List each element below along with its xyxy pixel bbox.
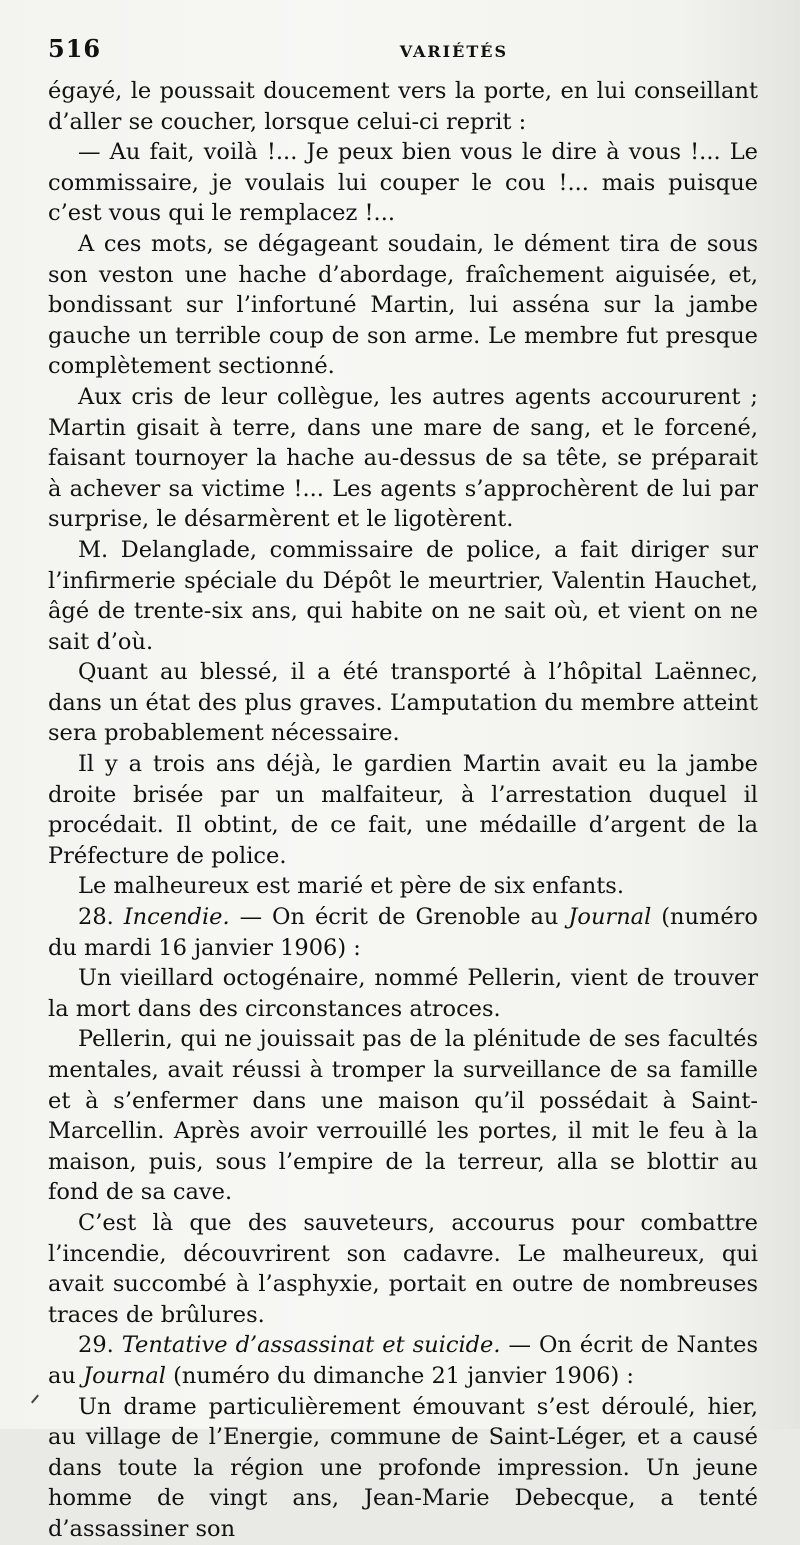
body-text: [48, 76, 758, 1545]
section-intro-after: (numéro du mardi 16 janvier 1906) :: [48, 904, 758, 961]
section-heading-29: [48, 1330, 758, 1391]
paragraph: Il y a trois ans déjà, le gardien Martin avait eu la jambe droite brisée par un malfaiteur, à l’arrestation duquel il procédait. Il obtint, de ce fait, une médaille d’argent de la Préfecture de police.: [48, 751, 758, 869]
paragraph: A ces mots, se dégageant soudain, le dément tira de sous son veston une hache d’abordage, fraîchement aiguisée, et, bondissant sur l’infortuné Martin, lui asséna sur la jambe gauche un terrible coup de son arme. Le membre fut presque complètement sectionné.: [48, 230, 758, 380]
section-number: 28.: [78, 904, 114, 931]
paragraph: Quant au blessé, il a été transporté à l’hôpital Laënnec, dans un état des plus graves. L’amputation du membre atteint sera probablement nécessaire.: [48, 659, 758, 747]
paragraph: Pellerin, qui ne jouissait pas de la plénitude de ses facultés mentales, avait réussi à tromper la surveillance de sa famille et à s’enfermer dans une maison qu’il possédait à Saint-Marcellin. Après avoir verrouillé les portes, il mit le feu à la maison, puis, sous l’empire de la terreur, alla se blottir au fond de sa cave.: [48, 1026, 758, 1206]
section-title: Tentative d’assassinat et suicide.: [121, 1332, 501, 1359]
journal-name: Journal: [83, 1362, 166, 1389]
paragraph: M. Delanglade, commissaire de police, a fait diriger sur l’infirmerie spéciale du Dépôt le meurtrier, Valentin Hauchet, âgé de trente-six ans, qui habite on ne sait où, et vient on ne sait d’où.: [48, 536, 758, 655]
paragraph: Aux cris de leur collègue, les autres agents accoururent ; Martin gisait à terre, dans une mare de sang, et le forcené, faisant tournoyer la hache au-dessus de sa tête, se préparait à achever sa victime !... Les agents s’approchèrent de lui par surprise, le désarmèrent et le ligotèrent.: [48, 383, 758, 533]
ink-mark: [31, 1395, 39, 1404]
section-intro-after: (numéro du dimanche 21 janvier 1906) :: [165, 1362, 635, 1389]
journal-name: Journal: [568, 904, 652, 931]
paragraph: Un vieillard octogénaire, nommé Pellerin, vient de trouver la mort dans des circonstances atroces.: [48, 965, 758, 1022]
section-number: 29.: [78, 1332, 114, 1359]
section-title: Incendie.: [123, 904, 230, 931]
section-intro-before: — On écrit de Nantes au: [48, 1332, 759, 1389]
paragraph: égayé, le poussait doucement vers la porte, en lui conseillant d’aller se coucher, lorsque celui-ci reprit :: [48, 78, 758, 135]
section-heading-28: [48, 902, 758, 963]
paragraph: C’est là que des sauveteurs, accourus pour combattre l’incendie, découvrirent son cadavre. Le malheureux, qui avait succombé à l’asphyxie, portait en outre de nombreuses traces de brûlures.: [48, 1209, 758, 1328]
running-title: VARIÉTÉS: [399, 42, 508, 61]
page-number: 516: [48, 34, 102, 63]
page-header: [48, 34, 508, 76]
paragraph: Le malheureux est marié et père de six enfants.: [78, 873, 624, 900]
paragraph: Un drame particulièrement émouvant s’est déroulé, hier, au village de l’Energie, commune de Saint-Léger, et a causé dans toute la région une profonde impression. Un jeune homme de vingt ans, Jean-Marie Debecque, a tenté d’assassiner son: [48, 1393, 758, 1542]
paragraph: — Au fait, voilà !... Je peux bien vous le dire à vous !... Le commissaire, je voulais lui couper le cou !... mais puisque c’est vous qui le remplacez !...: [48, 139, 758, 227]
section-intro-before: — On écrit de Grenoble au: [229, 904, 569, 931]
